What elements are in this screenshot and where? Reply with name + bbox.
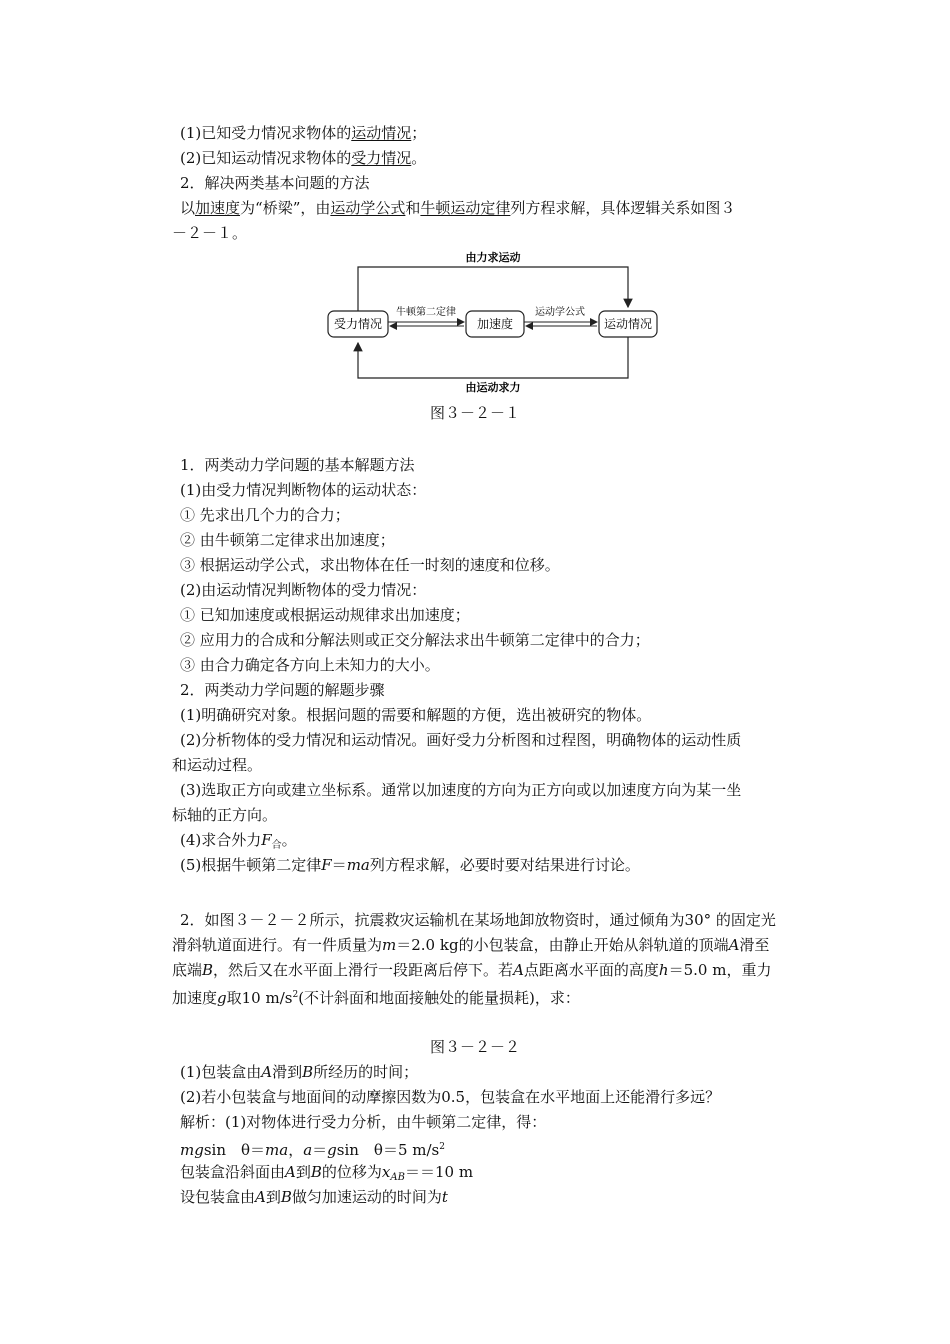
text: ， xyxy=(288,1141,304,1159)
underlined-text: 受力情况 xyxy=(351,149,412,167)
question-line: (2)若小包装盒与地面间的动摩擦因数为0.5，包装盒在水平地面上还能滑行多远？ xyxy=(180,1088,721,1106)
var: g xyxy=(217,989,227,1007)
var: A xyxy=(255,1188,266,1206)
step-line: 标轴的正方向。 xyxy=(172,806,278,824)
box-motion-label: 运动情况 xyxy=(603,317,653,331)
var: B xyxy=(310,1163,322,1181)
text: 为“桥梁”，由 xyxy=(240,199,331,217)
superscript: 2 xyxy=(439,1142,445,1152)
var: B xyxy=(302,1063,314,1081)
text: ＝2.0 kg的小包装盒，由静止开始从斜轨道的顶端 xyxy=(396,936,729,954)
intro-item-2 xyxy=(180,147,426,169)
var: B xyxy=(202,961,214,979)
var: B xyxy=(280,1188,292,1206)
step-line: (1)明确研究对象。根据问题的需要和解题的方便，选出被研究的物体。 xyxy=(180,706,652,724)
text: sin θ＝5 m/s xyxy=(336,1141,440,1159)
step-line: (2)分析物体的受力情况和运动情况。画好受力分析图和过程图，明确物体的运动性质 xyxy=(180,731,742,749)
text: 滑斜轨道面进行。有一件质量为 xyxy=(172,936,383,954)
logic-diagram xyxy=(320,245,660,400)
box-accel-label: 加速度 xyxy=(476,317,514,331)
text: (5)根据牛顿第二定律 xyxy=(180,856,322,874)
intro-item-1 xyxy=(180,122,426,144)
solution-line xyxy=(180,1186,448,1208)
figure-caption-2: 图３－２－２ xyxy=(429,1038,520,1056)
bottom-label: 由运动求力 xyxy=(465,381,521,394)
arrow-newton-label: 牛顿第二定律 xyxy=(396,307,456,318)
solution-line xyxy=(180,1161,473,1189)
var: t xyxy=(441,1188,448,1206)
text: 滑到 xyxy=(272,1063,303,1081)
text: (1)包装盒由 xyxy=(180,1063,262,1081)
text: 底端 xyxy=(172,961,203,979)
subscript: AB xyxy=(390,1172,405,1183)
text: 包装盒沿斜面由 xyxy=(180,1163,286,1181)
var: g xyxy=(327,1141,337,1159)
method-line: ① 先求出几个力的合力； xyxy=(180,506,350,524)
bottom-loop-arrow xyxy=(358,337,628,378)
text: ，然后又在水平面上滑行一段距离后停下。若 xyxy=(213,961,514,979)
text: (1)已知受力情况求物体的 xyxy=(180,124,352,142)
text: 做匀加速运动的时间为 xyxy=(291,1188,442,1206)
method-line: ② 由牛顿第二定律求出加速度； xyxy=(180,531,395,549)
solution-line: 解析：(1)对物体进行受力分析，由牛顿第二定律，得： xyxy=(180,1113,547,1131)
text: sin θ＝ xyxy=(203,1141,266,1159)
method-line: (1)由受力情况判断物体的运动状态： xyxy=(180,481,427,499)
text: 和 xyxy=(405,199,421,217)
var: m xyxy=(382,936,397,954)
solution-line xyxy=(180,1136,445,1161)
step-line: (3)选取正方向或建立坐标系。通常以加速度的方向为正方向或以加速度方向为某一坐 xyxy=(180,781,742,799)
problem-line xyxy=(172,984,580,1009)
box-force-label: 受力情况 xyxy=(333,317,383,331)
text: 的位移为 xyxy=(321,1163,382,1181)
var: A xyxy=(261,1063,273,1081)
text: 以 xyxy=(180,199,196,217)
text: (不计斜面和地面接触处的能量损耗)，求： xyxy=(298,989,580,1007)
text: 所经历的时间； xyxy=(313,1063,419,1081)
var: ma xyxy=(346,856,370,874)
text: 点距离水平面的高度 xyxy=(523,961,659,979)
text: (4)求合外力 xyxy=(180,831,262,849)
var: A xyxy=(728,936,740,954)
var: h xyxy=(658,961,669,979)
text: 滑至 xyxy=(739,936,770,954)
step-line: 和运动过程。 xyxy=(172,756,263,774)
var: F xyxy=(261,831,272,849)
text: (2)已知运动情况求物体的 xyxy=(180,149,352,167)
var: mg xyxy=(180,1141,204,1159)
text: ＝5.0 m，重力 xyxy=(668,961,772,979)
text: ＝＝10 m xyxy=(404,1163,474,1181)
top-label: 由力求运动 xyxy=(465,251,521,264)
text: 设包装盒由 xyxy=(180,1188,256,1206)
subscript: 合 xyxy=(271,840,282,851)
question-line xyxy=(180,1061,418,1083)
method-line: (2)由运动情况判断物体的受力情况： xyxy=(180,581,427,599)
var: A xyxy=(513,961,524,979)
problem-line xyxy=(172,959,771,981)
underlined-text: 运动学公式 xyxy=(330,199,406,217)
text: 列方程求解，具体逻辑关系如图３ xyxy=(510,199,736,217)
underlined-text: 运动情况 xyxy=(351,124,412,142)
step-line xyxy=(180,829,297,857)
text: ＝ xyxy=(312,1141,328,1159)
underlined-text: 加速度 xyxy=(195,199,241,217)
text: 到 xyxy=(295,1163,311,1181)
text: 。 xyxy=(411,149,427,167)
text: 。 xyxy=(281,831,297,849)
text: ＝ xyxy=(331,856,347,874)
text: ； xyxy=(411,124,427,142)
text: 加速度 xyxy=(172,989,218,1007)
method-heading-1: 1．两类动力学问题的基本解题方法 xyxy=(180,456,415,474)
var: ma xyxy=(265,1141,289,1159)
problem-line: 2．如图３－２－２所示，抗震救灾运输机在某场地卸放物资时，通过倾角为30° 的固定光 xyxy=(180,911,776,929)
text: 到 xyxy=(265,1188,281,1206)
method-line: ① 已知加速度或根据运动规律求出加速度； xyxy=(180,606,470,624)
var: a xyxy=(303,1141,313,1159)
problem-line xyxy=(172,934,769,956)
method-line: ② 应用力的合成和分解法则或正交分解法求出牛顿第二定律中的合力； xyxy=(180,631,650,649)
arrow-kinematics-label: 运动学公式 xyxy=(535,307,585,318)
method-paragraph xyxy=(180,197,735,219)
text: 取10 m/s xyxy=(226,989,293,1007)
section-heading: 2．解决两类基本问题的方法 xyxy=(180,174,370,192)
method-heading-2: 2．两类动力学问题的解题步骤 xyxy=(180,681,385,699)
var: A xyxy=(285,1163,296,1181)
step-line xyxy=(180,854,640,876)
method-line: ③ 根据运动学公式，求出物体在任一时刻的速度和位移。 xyxy=(180,556,560,574)
underlined-text: 牛顿运动定律 xyxy=(420,199,511,217)
method-paragraph-cont: －２－１。 xyxy=(172,224,248,242)
superscript: 2 xyxy=(292,990,299,1000)
text: 列方程求解，必要时要对结果进行讨论。 xyxy=(369,856,640,874)
figure-caption-1: 图３－２－１ xyxy=(429,404,520,422)
var: x xyxy=(381,1163,391,1181)
var: F xyxy=(321,856,332,874)
method-line: ③ 由合力确定各方向上未知力的大小。 xyxy=(180,656,440,674)
